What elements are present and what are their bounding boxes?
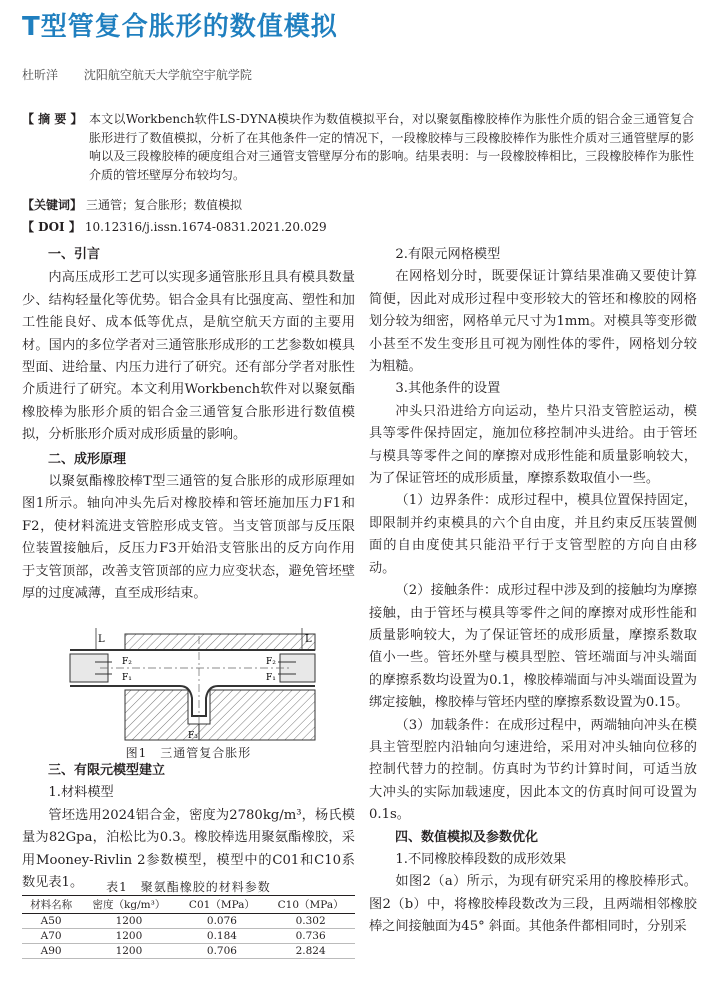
para-boundary: （1）边界条件：成形过程中，模具位置保持固定，即限制并约束模具的六个自由度，并且约束反压装置侧面的自由度使其只能沿平行于支管型腔的方向自由移动。 bbox=[369, 493, 697, 576]
keywords bbox=[22, 196, 242, 213]
figure-1-caption: 图1 三通管复合胀形 bbox=[125, 746, 252, 760]
table-cell: A50 bbox=[22, 914, 80, 929]
para-load: （3）加载条件：在成形过程中，两端轴向冲头在模具主管型腔内沿轴向匀速进给，采用对冲头轴向位移的控制代替力的控制。仿真时为节约计算时间，可适当放大冲头的实际加载速度，因此本文的仿真时间可设置为0.1s。 bbox=[369, 717, 697, 823]
label-l-right: L bbox=[305, 634, 312, 645]
heading-other: 3.其他条件的设置 bbox=[395, 381, 501, 397]
para-material: 管坯选用2024铝合金，密度为2780kg/m³，杨氏模量为82Gpa，泊松比为0.3。橡胶棒选用聚氨酯橡胶，采用Mooney-Rivlin 2参数模型，模型中的C01和C10系数见表1。 bbox=[22, 807, 355, 891]
table-header-row bbox=[22, 896, 355, 914]
table-row bbox=[22, 929, 355, 944]
table-cell: A70 bbox=[22, 929, 80, 944]
material-table bbox=[22, 895, 355, 959]
table-row bbox=[22, 944, 355, 959]
doi bbox=[22, 218, 327, 235]
upper-die bbox=[125, 634, 315, 650]
table-cell: 2.824 bbox=[266, 944, 355, 959]
table-cell: 0.736 bbox=[266, 929, 355, 944]
para-intro: 内高压成形工艺可以实现多通管胀形且具有模具数量少、结构轻量化等优势。铝合金具有比强度高、塑性和加工性能良好、成本低等优点，是航空航天方面的主要用材。国内的多位学者对三通管胀形成形的工艺参数如模具型面、进给量、内压力进行了研究。还有部分学者对胀性介质进行了研究。本文利用Workbench软件对以聚氨酯橡胶棒为胀形介质的铝合金三通管复合胀形进行数值模拟，分析胀形介质对成形质量的影响。 bbox=[22, 270, 355, 443]
page-title: T型管复合胀形的数值模拟 bbox=[22, 12, 338, 42]
abstract-label: 【 摘 要 】 bbox=[22, 112, 83, 126]
table-cell: 0.076 bbox=[178, 914, 267, 929]
right-punch bbox=[280, 654, 315, 682]
para-segments: 如图2（a）所示，为现有研究采用的橡胶棒形式。图2（b）中，将橡胶棒段数改为三段，且两端相邻橡胶棒之间接触面为45° 斜面。其他条件都相同时，分别采 bbox=[369, 874, 697, 935]
lower-die bbox=[125, 690, 315, 740]
para-other: 冲头只沿进给方向运动，垫片只沿支管腔运动，模具等零件保持固定，施加位移控制冲头进给。由于管坯与模具等零件之间的摩擦对成形性能和质量影响较大，为了保证管坯的成形质量，摩擦系数取值小一些。 bbox=[369, 403, 697, 487]
table-cell: 1200 bbox=[80, 914, 177, 929]
table-cell: 1200 bbox=[80, 944, 177, 959]
table-cell: 0.184 bbox=[178, 929, 267, 944]
table-row bbox=[22, 914, 355, 929]
table-header: C10（MPa） bbox=[277, 899, 344, 911]
left-column-bottom bbox=[22, 760, 355, 894]
heading-intro: 一、引言 bbox=[48, 247, 101, 262]
label-f1-left: F₁ bbox=[122, 673, 132, 683]
heading-principle: 二、成形原理 bbox=[48, 451, 127, 467]
label-f2-right: F₂ bbox=[266, 657, 276, 667]
author-line bbox=[22, 66, 274, 83]
table-cell: A90 bbox=[22, 944, 80, 959]
table-header: 材料名称 bbox=[30, 899, 73, 911]
heading-model: 三、有限元模型建立 bbox=[48, 763, 166, 778]
author-name: 杜昕洋 bbox=[22, 68, 59, 82]
left-column-top bbox=[22, 244, 355, 606]
heading-mesh: 2.有限元网格模型 bbox=[395, 247, 501, 262]
label-f2-left: F₂ bbox=[122, 657, 132, 667]
table-1-caption: 表1 聚氨酯橡胶的材料参数 bbox=[106, 880, 271, 894]
doi-label: 【 DOI 】 bbox=[22, 220, 81, 234]
abstract bbox=[22, 110, 694, 184]
heading-sim: 四、数值模拟及参数优化 bbox=[395, 829, 539, 845]
keywords-text: 三通管；复合胀形；数值模拟 bbox=[86, 198, 243, 212]
abstract-text: 本文以Workbench软件LS-DYNA模块作为数值模拟平台，对以聚氨酯橡胶棒作为胀性介质的铝合金三通管复合胀形进行了数值模拟，分析了在其他条件一定的情况下，一段橡胶棒与三段橡胶棒作为胀性介质对三通管壁厚的影响以及三段橡胶棒的硬度组合对三通管支管壁厚分布的影响。结果表明：与一段橡胶棒相比，三段橡胶棒作为胀性介质的管坯壁厚分布较均匀。 bbox=[89, 112, 694, 182]
table-cell: 0.302 bbox=[266, 914, 355, 929]
table-header: C01（MPa） bbox=[188, 899, 255, 911]
para-contact: （2）接触条件：成形过程中涉及到的接触均为摩擦接触，由于管坯与模具等零件之间的摩擦对成形性能和质量影响较大，为了保证管坯的成形质量，摩擦系数取值小一些。管坯外壁与模具型腔、管坯端面与冲头端面的摩擦系数均设置为0.1，橡胶棒端面与冲头端面设置为绑定接触，橡胶棒与管坯内壁的摩擦系数设置为0.15。 bbox=[369, 583, 697, 711]
label-f3: F₃ bbox=[188, 731, 198, 741]
label-f1-right: F₁ bbox=[266, 673, 276, 683]
para-mesh: 在网格划分时，既要保证计算结果准确又要使计算简便，因此对成形过程中变形较大的管坯和橡胶的网格划分较为细密，网格单元尺寸为1mm。对模具等变形微小甚至不发生变形且可视为刚性体的零件，网格划分较为粗糙。 bbox=[369, 269, 697, 375]
table-cell: 0.706 bbox=[178, 944, 267, 959]
figure-1-diagram bbox=[40, 628, 340, 743]
author-affiliation: 沈阳航空航天大学航空宇航学院 bbox=[83, 68, 252, 82]
right-column bbox=[369, 244, 697, 939]
keywords-label: 【关键词】 bbox=[22, 198, 83, 212]
doi-text: 10.12316/j.issn.1674-0831.2021.20.029 bbox=[84, 220, 327, 234]
table-cell: 1200 bbox=[80, 929, 177, 944]
table-header: 密度（kg/m³） bbox=[92, 899, 166, 911]
heading-segments: 1.不同橡胶棒段数的成形效果 bbox=[395, 851, 567, 867]
heading-material: 1.材料模型 bbox=[48, 785, 114, 801]
label-l-left: L bbox=[98, 634, 105, 645]
para-principle: 以聚氨酯橡胶棒T型三通管的复合胀形的成形原理如图1所示。轴向冲头先后对橡胶棒和管坯施加压力F1和F2，使材料流进支管腔形成支管。当支管顶部与反压限位装置接触后，反压力F3开始沿支管胀出的反方向作用于支管顶部，改善支管顶部的应力应变状态，避免管坯壁厚的过度减薄，直至成形结束。 bbox=[22, 474, 355, 602]
